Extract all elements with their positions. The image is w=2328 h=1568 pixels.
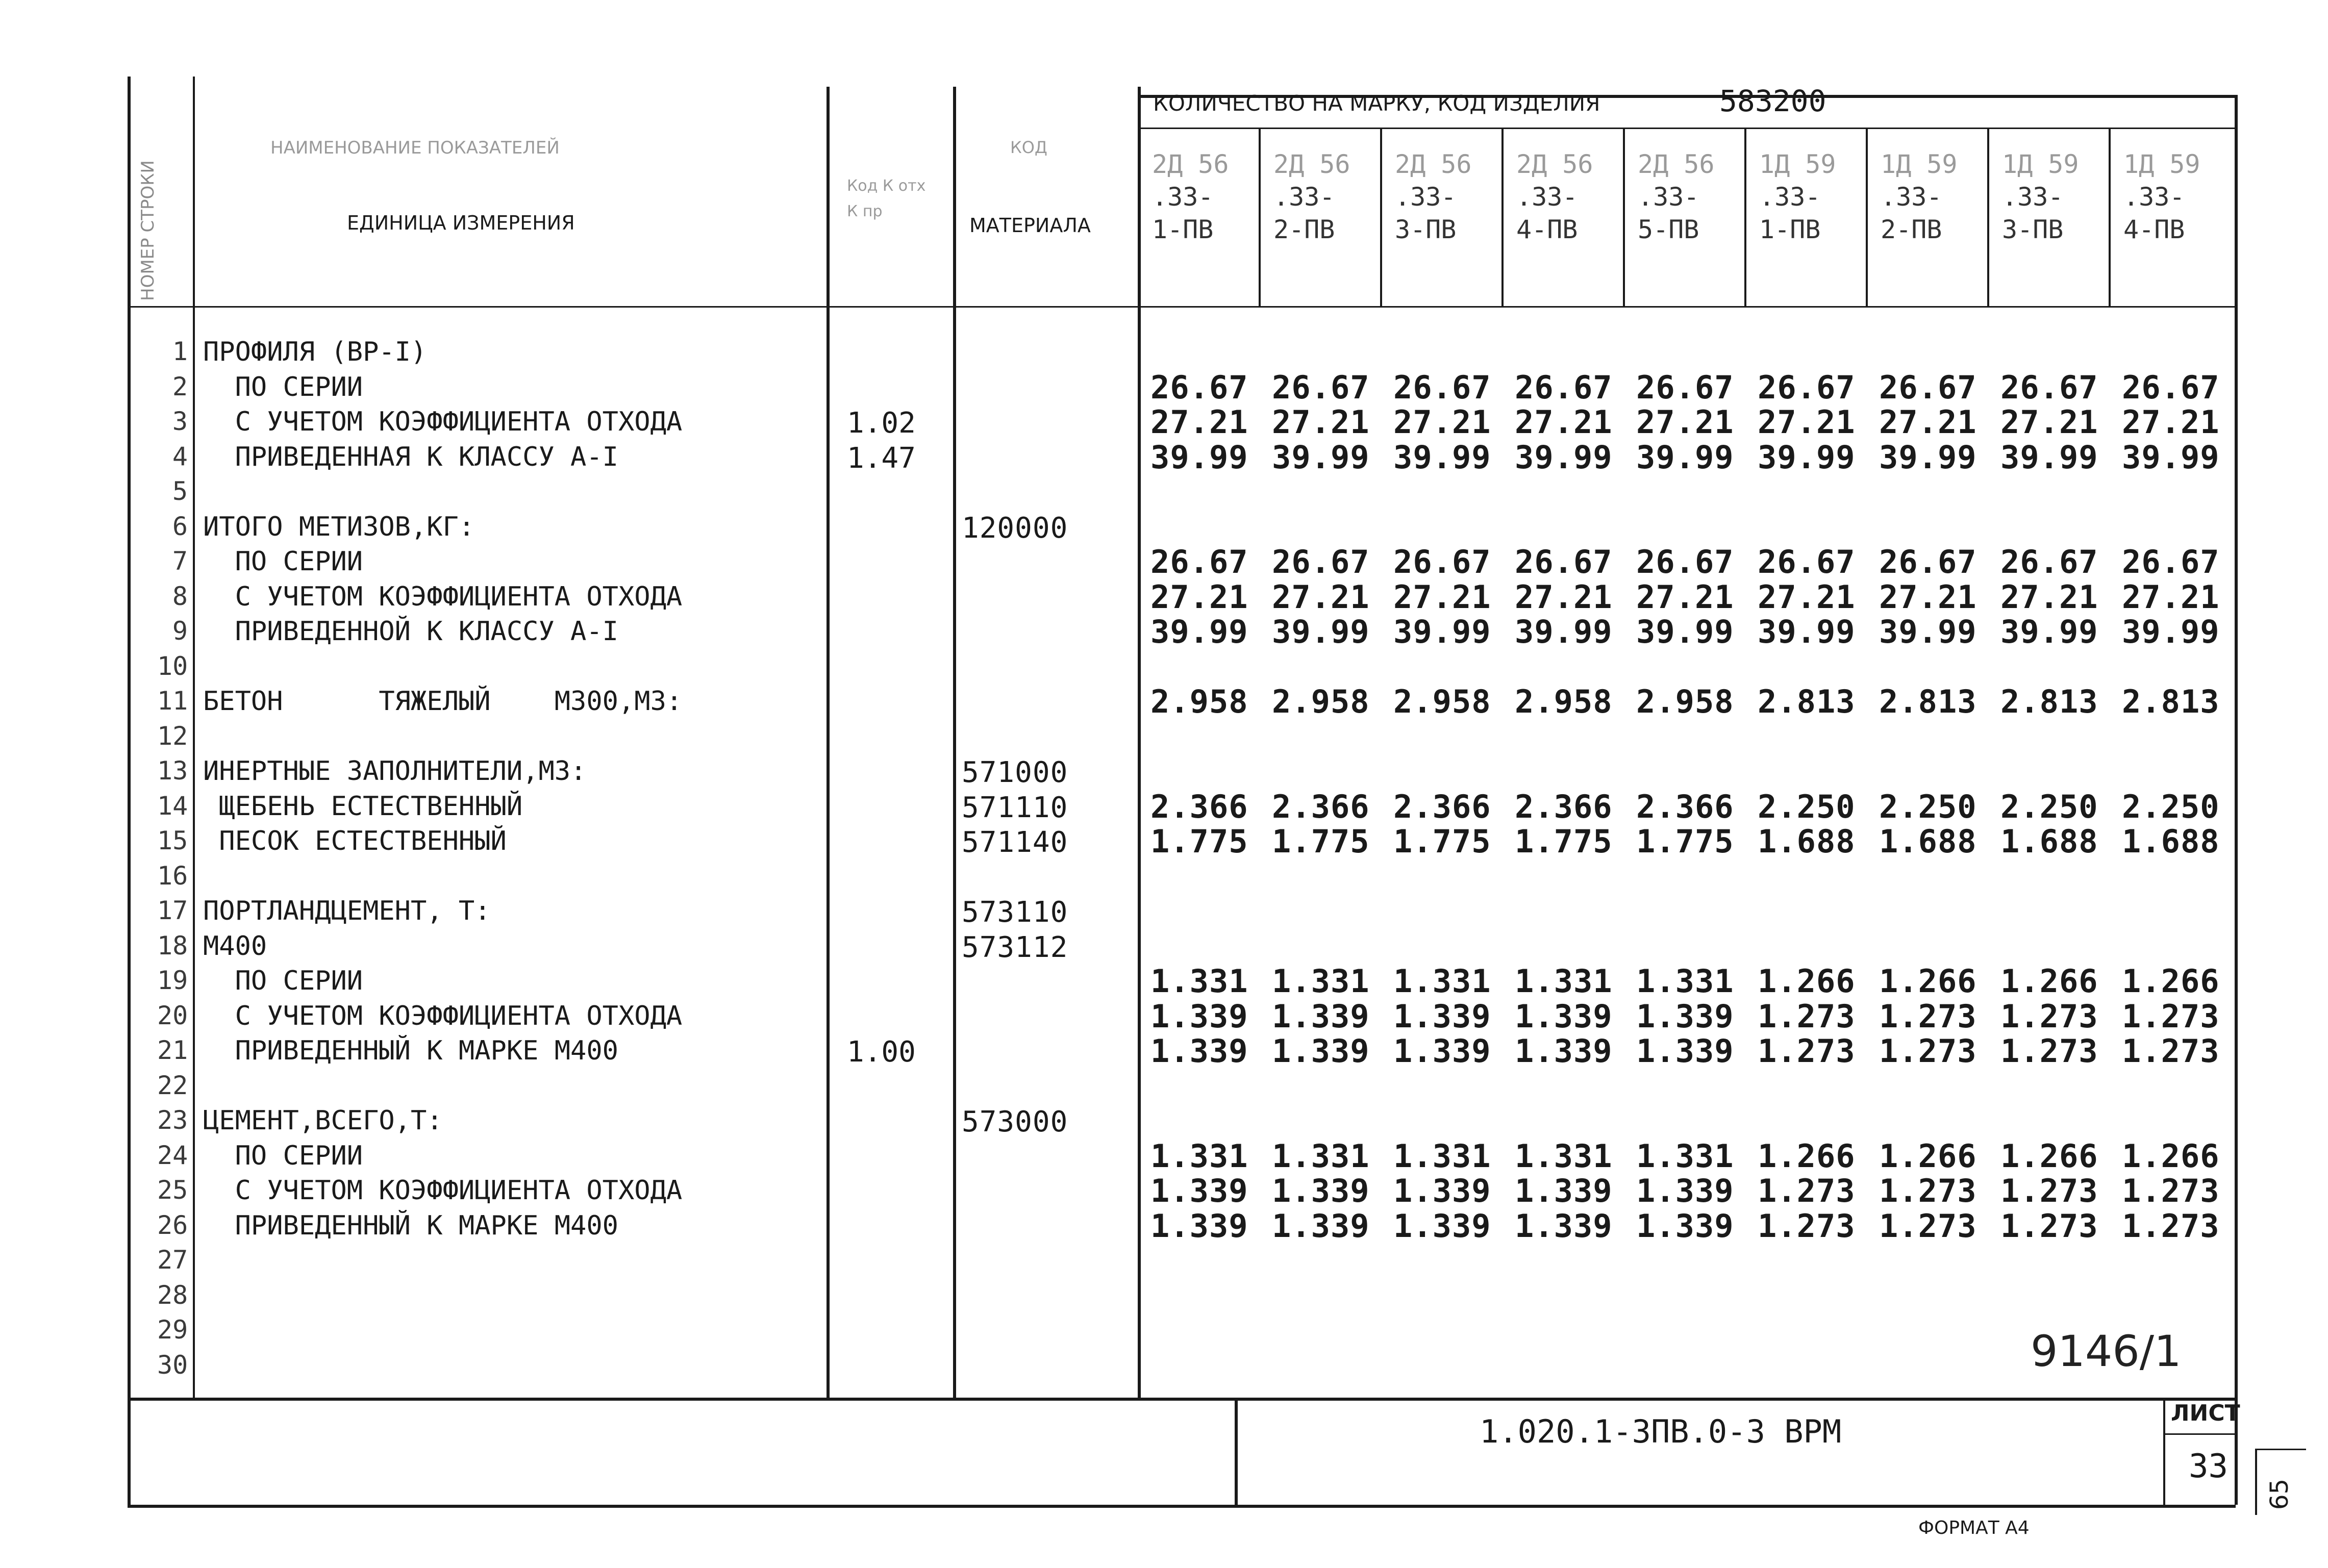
quantity-cell: 39.99 [2122, 613, 2220, 650]
quantity-cell: 1.339 [1272, 998, 1370, 1035]
quantity-cell: 39.99 [2122, 439, 2220, 476]
quantity-cell: 1.775 [1636, 823, 1734, 860]
quantity-cell: 2.958 [1636, 683, 1734, 720]
quantity-column-header [1273, 148, 1350, 246]
row-number: 14 [157, 791, 188, 821]
column-header-line: 4-ПВ [2123, 215, 2185, 244]
row-number: 26 [157, 1210, 188, 1240]
qty-col-sep-7 [1987, 128, 1989, 306]
material-code-header: КОД [1010, 138, 1047, 157]
row-material-code: 571140 [962, 826, 1068, 859]
qty-col-sep-3 [1501, 128, 1504, 306]
quantity-cell: 26.67 [2000, 369, 2098, 406]
row-number: 13 [157, 756, 188, 786]
quantity-cell: 26.67 [1879, 369, 1977, 406]
quantity-cell: 1.331 [1393, 1137, 1491, 1175]
quantity-cell: 2.813 [1879, 683, 1977, 720]
quantity-cell: 27.21 [2000, 578, 2098, 616]
quantity-cell: 1.331 [1636, 1137, 1734, 1175]
quantity-cell: 1.273 [2122, 1207, 2220, 1245]
quantity-cell: 1.266 [1758, 963, 1856, 1000]
row-name: ЦЕМЕНТ,ВСЕГО,Т: [203, 1105, 443, 1136]
quantity-cell: 1.775 [1272, 823, 1370, 860]
row-number: 15 [157, 826, 188, 855]
quantity-column-header [1881, 148, 1958, 246]
quantity-cell: 1.273 [2000, 1207, 2098, 1245]
row-number: 27 [157, 1245, 188, 1275]
row-name: ПРИВЕДЕННЫЙ К МАРКЕ М400 [203, 1035, 618, 1066]
header-bottom-line [128, 306, 2236, 308]
column-header-line: 2-ПВ [1881, 215, 1942, 244]
quantity-cell: 39.99 [1879, 613, 1977, 650]
quantity-cell: 2.958 [1515, 683, 1613, 720]
qty-col-sep-2 [1380, 128, 1382, 306]
quantity-column-header [1152, 148, 1229, 246]
row-number: 4 [172, 442, 188, 471]
quantity-cell: 1.339 [1150, 1207, 1248, 1245]
column-header-line: 3-ПВ [2002, 215, 2064, 244]
quantity-cell: 2.250 [1758, 788, 1856, 825]
column-header-line: 1Д 59 [2123, 149, 2200, 179]
quantity-cell: 26.67 [1515, 543, 1613, 580]
column-header-line: 2Д 56 [1516, 149, 1593, 179]
quantity-cell: 1.339 [1636, 1032, 1734, 1070]
quantity-cell: 1.339 [1272, 1172, 1370, 1209]
quantity-cell: 39.99 [1393, 613, 1491, 650]
quantity-column-header [2002, 148, 2079, 246]
quantity-cell: 27.21 [1636, 403, 1734, 441]
quantity-cell: 2.250 [2000, 788, 2098, 825]
row-number: 23 [157, 1105, 188, 1135]
column-header-line: 1Д 59 [1759, 149, 1836, 179]
row-number: 30 [157, 1350, 188, 1380]
quantity-cell: 2.958 [1393, 683, 1491, 720]
row-name: С УЧЕТОМ КОЭФФИЦИЕНТА ОТХОДА [203, 1175, 683, 1206]
quantity-cell: 1.688 [1879, 823, 1977, 860]
product-code: 583200 [1719, 84, 1826, 118]
quantity-cell: 2.366 [1272, 788, 1370, 825]
row-number: 6 [172, 512, 188, 541]
qty-col-sep-6 [1866, 128, 1868, 306]
quantity-cell: 27.21 [1879, 403, 1977, 441]
quantity-cell: 1.775 [1150, 823, 1248, 860]
name-header: НАИМЕНОВАНИЕ ПОКАЗАТЕЛЕЙ [270, 138, 560, 158]
quantity-cell: 1.339 [1393, 1032, 1491, 1070]
quantity-cell: 2.813 [2122, 683, 2220, 720]
row-coefficient: 1.02 [847, 407, 916, 440]
handwritten-number: 9146/1 [2031, 1326, 2182, 1376]
quantity-cell: 39.99 [1272, 613, 1370, 650]
quantity-cell: 26.67 [1515, 369, 1613, 406]
quantity-cell: 26.67 [2122, 369, 2220, 406]
row-number: 28 [157, 1280, 188, 1310]
row-name: ПОРТЛАНДЦЕМЕНТ, Т: [203, 896, 491, 926]
row-number: 9 [172, 616, 188, 646]
row-number: 21 [157, 1035, 188, 1065]
column-header-line: .33- [1152, 182, 1214, 212]
quantity-cell: 1.273 [1879, 1207, 1977, 1245]
quantity-cell: 39.99 [1515, 613, 1613, 650]
row-name: ПРИВЕДЕННАЯ К КЛАССУ А-I [203, 442, 618, 472]
column-header-line: 1Д 59 [2002, 149, 2079, 179]
quantity-cell: 1.339 [1515, 1207, 1613, 1245]
quantity-cell: 26.67 [1393, 369, 1491, 406]
column-header-line: 2Д 56 [1638, 149, 1715, 179]
page-mark-box-left [2255, 1449, 2257, 1515]
quantity-cell: 1.339 [1393, 1207, 1491, 1245]
row-number: 22 [157, 1071, 188, 1100]
quantity-cell: 1.331 [1393, 963, 1491, 1000]
quantity-cell: 27.21 [1150, 578, 1248, 616]
quantity-column-header [2123, 148, 2200, 246]
quantity-cell: 2.366 [1636, 788, 1734, 825]
row-number: 8 [172, 581, 188, 611]
quantity-cell: 1.273 [2122, 998, 2220, 1035]
column-header-line: 1Д 59 [1881, 149, 1958, 179]
quantity-cell: 2.958 [1272, 683, 1370, 720]
coef-col-line [953, 87, 956, 1398]
quantity-cell: 1.339 [1150, 998, 1248, 1035]
quantity-cell: 26.67 [1636, 543, 1734, 580]
quantity-cell: 1.775 [1393, 823, 1491, 860]
quantity-cell: 2.366 [1515, 788, 1613, 825]
quantity-cell: 26.67 [1393, 543, 1491, 580]
titleblock-left-line [1235, 1398, 1238, 1505]
quantity-cell: 27.21 [1515, 403, 1613, 441]
quantity-cell: 1.339 [1393, 1172, 1491, 1209]
row-name: С УЧЕТОМ КОЭФФИЦИЕНТА ОТХОДА [203, 581, 683, 612]
row-number: 5 [172, 476, 188, 506]
quantity-cell: 39.99 [1393, 439, 1491, 476]
quantity-cell: 27.21 [1879, 578, 1977, 616]
column-header-line: .33- [1759, 182, 1821, 212]
column-header-line: .33- [1881, 182, 1942, 212]
quantity-cell: 26.67 [1150, 369, 1248, 406]
quantity-cell: 1.339 [1150, 1032, 1248, 1070]
sheet-label: ЛИСТ [2171, 1400, 2240, 1426]
quantity-cell: 26.67 [1879, 543, 1977, 580]
quantity-cell: 1.273 [2000, 998, 2098, 1035]
quantity-cell: 2.366 [1150, 788, 1248, 825]
quantity-cell: 1.266 [1879, 963, 1977, 1000]
quantity-cell: 27.21 [1515, 578, 1613, 616]
column-header-line: 2-ПВ [1273, 215, 1335, 244]
qty-col-sep-1 [1259, 128, 1261, 306]
quantity-cell: 27.21 [2000, 403, 2098, 441]
quantity-cell: 1.339 [1272, 1032, 1370, 1070]
column-header-line: .33- [2123, 182, 2185, 212]
quantity-cell: 39.99 [1150, 439, 1248, 476]
quantity-cell: 1.273 [1879, 998, 1977, 1035]
row-name: ПЕСОК ЕСТЕСТВЕННЫЙ [203, 826, 507, 856]
row-name: ПО СЕРИИ [203, 546, 363, 577]
quantity-cell: 1.339 [1515, 1032, 1613, 1070]
quantity-cell: 26.67 [1272, 543, 1370, 580]
quantity-cell: 27.21 [2122, 403, 2220, 441]
row-name: С УЧЕТОМ КОЭФФИЦИЕНТА ОТХОДА [203, 407, 683, 437]
quantity-cell: 27.21 [2122, 578, 2220, 616]
qty-col-sep-5 [1744, 128, 1746, 306]
quantity-cell: 1.688 [2000, 823, 2098, 860]
quantity-cell: 27.21 [1393, 578, 1491, 616]
column-header-line: 3-ПВ [1395, 215, 1457, 244]
row-name: ИТОГО МЕТИЗОВ,КГ: [203, 512, 475, 542]
quantity-cell: 1.339 [1636, 1172, 1734, 1209]
row-material-code: 571110 [962, 791, 1068, 824]
sheet-box-mid-line [2163, 1433, 2236, 1435]
column-header-line: 2Д 56 [1152, 149, 1229, 179]
row-number: 7 [172, 546, 188, 576]
row-name: ПРОФИЛЯ (ВР-I) [203, 337, 427, 367]
row-number: 12 [157, 721, 188, 751]
row-number: 2 [172, 372, 188, 401]
quantity-cell: 26.67 [1758, 543, 1856, 580]
quantity-cell: 1.266 [2122, 1137, 2220, 1175]
format-label: ФОРМАТ А4 [1918, 1518, 2030, 1538]
column-header-line: .33- [1638, 182, 1699, 212]
quantity-cell: 27.21 [1393, 403, 1491, 441]
row-number: 18 [157, 931, 188, 960]
frame-left-line [128, 77, 131, 1505]
quantity-cell: 39.99 [1758, 613, 1856, 650]
row-number-header: НОМЕР СТРОКИ [138, 160, 158, 301]
quantity-cell: 1.273 [1879, 1032, 1977, 1070]
quantity-cell: 39.99 [1150, 613, 1248, 650]
quantity-cell: 39.99 [1758, 439, 1856, 476]
row-name: ПО СЕРИИ [203, 966, 363, 996]
quantity-column-header [1516, 148, 1593, 246]
quantity-cell: 1.266 [2000, 963, 2098, 1000]
column-header-line: 1-ПВ [1152, 215, 1214, 244]
quantity-cell: 1.339 [1636, 998, 1734, 1035]
quantity-cell: 1.331 [1515, 1137, 1613, 1175]
titleblock-bottom-line [128, 1505, 2236, 1508]
quantity-cell: 1.339 [1515, 998, 1613, 1035]
quantity-cell: 1.273 [2122, 1032, 2220, 1070]
quantity-column-header [1395, 148, 1472, 246]
quantity-column-header [1759, 148, 1836, 246]
row-name: С УЧЕТОМ КОЭФФИЦИЕНТА ОТХОДА [203, 1001, 683, 1031]
quantity-cell: 1.273 [1879, 1172, 1977, 1209]
quantity-cell: 1.266 [2000, 1137, 2098, 1175]
quantity-cell: 1.688 [1758, 823, 1856, 860]
row-material-code: 573110 [962, 896, 1068, 929]
quantity-cell: 2.813 [2000, 683, 2098, 720]
quantity-cell: 39.99 [2000, 439, 2098, 476]
quantity-cell: 27.21 [1758, 578, 1856, 616]
row-name: ИНЕРТНЫЕ ЗАПОЛНИТЕЛИ,М3: [203, 756, 587, 787]
quantity-cell: 1.273 [2000, 1032, 2098, 1070]
row-number: 3 [172, 407, 188, 436]
column-header-line: .33- [2002, 182, 2064, 212]
quantity-cell: 1.339 [1150, 1172, 1248, 1209]
quantity-cell: 26.67 [1272, 369, 1370, 406]
quantity-cell: 1.273 [2000, 1172, 2098, 1209]
quantity-cell: 1.339 [1636, 1207, 1734, 1245]
quantity-cell: 1.273 [1758, 998, 1856, 1035]
column-header-line: 5-ПВ [1638, 215, 1699, 244]
column-header-line: .33- [1516, 182, 1578, 212]
quantity-cell: 2.250 [2122, 788, 2220, 825]
quantity-cell: 1.266 [2122, 963, 2220, 1000]
material-header: МАТЕРИАЛА [969, 214, 1091, 237]
quantity-cell: 2.958 [1150, 683, 1248, 720]
sheet-box-left-line [2163, 1398, 2165, 1505]
quantity-cell: 1.331 [1515, 963, 1613, 1000]
quantity-cell: 26.67 [1636, 369, 1734, 406]
row-number: 10 [157, 651, 188, 681]
quantity-cell: 26.67 [1150, 543, 1248, 580]
row-material-code: 573112 [962, 931, 1068, 964]
row-name: ПО СЕРИИ [203, 372, 363, 402]
row-number: 11 [157, 686, 188, 716]
row-name: ПО СЕРИИ [203, 1141, 363, 1171]
quantity-cell: 2.813 [1758, 683, 1856, 720]
quantity-cell: 27.21 [1758, 403, 1856, 441]
quantity-cell: 27.21 [1272, 403, 1370, 441]
rownum-col-line [193, 77, 195, 1398]
quantity-cell: 1.331 [1636, 963, 1734, 1000]
quantity-cell: 39.99 [1879, 439, 1977, 476]
qty-col-sep-8 [2109, 128, 2111, 306]
row-name: М400 [203, 931, 267, 962]
quantity-cell: 39.99 [2000, 613, 2098, 650]
quantity-cell: 1.331 [1150, 963, 1248, 1000]
quantity-cell: 1.273 [2122, 1172, 2220, 1209]
row-name: ЩЕБЕНЬ ЕСТЕСТВЕННЫЙ [203, 791, 523, 822]
column-header-line: .33- [1273, 182, 1335, 212]
quantity-cell: 27.21 [1150, 403, 1248, 441]
row-material-code: 571000 [962, 756, 1068, 789]
document-code: 1.020.1-3ПВ.0-3 ВРМ [1480, 1413, 1842, 1450]
quantity-cell: 26.67 [2122, 543, 2220, 580]
quantity-cell: 1.273 [1758, 1207, 1856, 1245]
row-material-code: 120000 [962, 512, 1068, 545]
row-number: 16 [157, 861, 188, 891]
quantity-cell: 27.21 [1636, 578, 1734, 616]
quantity-cell: 2.250 [1879, 788, 1977, 825]
row-name: ПРИВЕДЕННОЙ К КЛАССУ А-I [203, 616, 618, 647]
row-coefficient: 1.47 [847, 442, 916, 475]
quantity-cell: 39.99 [1636, 439, 1734, 476]
body-bottom-line [128, 1398, 2236, 1401]
column-header-line: 2Д 56 [1273, 149, 1350, 179]
quantity-cell: 27.21 [1272, 578, 1370, 616]
unit-header: ЕДИНИЦА ИЗМЕРЕНИЯ [347, 212, 575, 234]
column-header-line: .33- [1395, 182, 1457, 212]
name-col-line [827, 87, 830, 1398]
row-material-code: 573000 [962, 1105, 1068, 1139]
qty-col-sep-4 [1623, 128, 1625, 306]
row-number: 29 [157, 1315, 188, 1345]
row-number: 19 [157, 966, 188, 995]
row-number: 24 [157, 1141, 188, 1170]
material-col-line [1138, 87, 1141, 1398]
quantity-cell: 1.273 [1758, 1032, 1856, 1070]
row-number: 25 [157, 1175, 188, 1205]
row-number: 20 [157, 1001, 188, 1030]
quantity-cell: 26.67 [1758, 369, 1856, 406]
page-mark-box-top [2255, 1449, 2306, 1450]
quantity-cell: 1.339 [1272, 1207, 1370, 1245]
quantity-cell: 39.99 [1515, 439, 1613, 476]
quantity-header: КОЛИЧЕСТВО НА МАРКУ, КОД ИЗДЕЛИЯ [1153, 91, 1600, 116]
quantity-cell: 39.99 [1636, 613, 1734, 650]
row-name: БЕТОН ТЯЖЕЛЫЙ М300,М3: [203, 686, 683, 717]
quantity-cell: 1.331 [1150, 1137, 1248, 1175]
quantity-cell: 1.688 [2122, 823, 2220, 860]
quantity-cell: 1.331 [1272, 1137, 1370, 1175]
quantity-cell: 1.775 [1515, 823, 1613, 860]
sheet-number: 33 [2189, 1448, 2229, 1485]
row-number: 1 [172, 337, 188, 366]
quantity-column-header [1638, 148, 1715, 246]
column-header-line: 2Д 56 [1395, 149, 1472, 179]
quantity-cell: 1.266 [1758, 1137, 1856, 1175]
quantity-cell: 1.331 [1272, 963, 1370, 1000]
quantity-cell: 2.366 [1393, 788, 1491, 825]
quantity-cell: 1.339 [1515, 1172, 1613, 1209]
quantity-cell: 39.99 [1272, 439, 1370, 476]
quantity-subheader-line [1138, 128, 2236, 129]
quantity-cell: 1.266 [1879, 1137, 1977, 1175]
page-mark: 65 [2265, 1478, 2294, 1510]
quantity-cell: 1.339 [1393, 998, 1491, 1035]
row-name: ПРИВЕДЕННЫЙ К МАРКЕ М400 [203, 1210, 618, 1241]
column-header-line: 4-ПВ [1516, 215, 1578, 244]
frame-right-line [2235, 95, 2238, 1505]
quantity-cell: 26.67 [2000, 543, 2098, 580]
column-header-line: 1-ПВ [1759, 215, 1821, 244]
row-number: 17 [157, 896, 188, 925]
coef-header: Код К отх К пр [847, 177, 926, 220]
quantity-cell: 1.273 [1758, 1172, 1856, 1209]
row-coefficient: 1.00 [847, 1035, 916, 1069]
